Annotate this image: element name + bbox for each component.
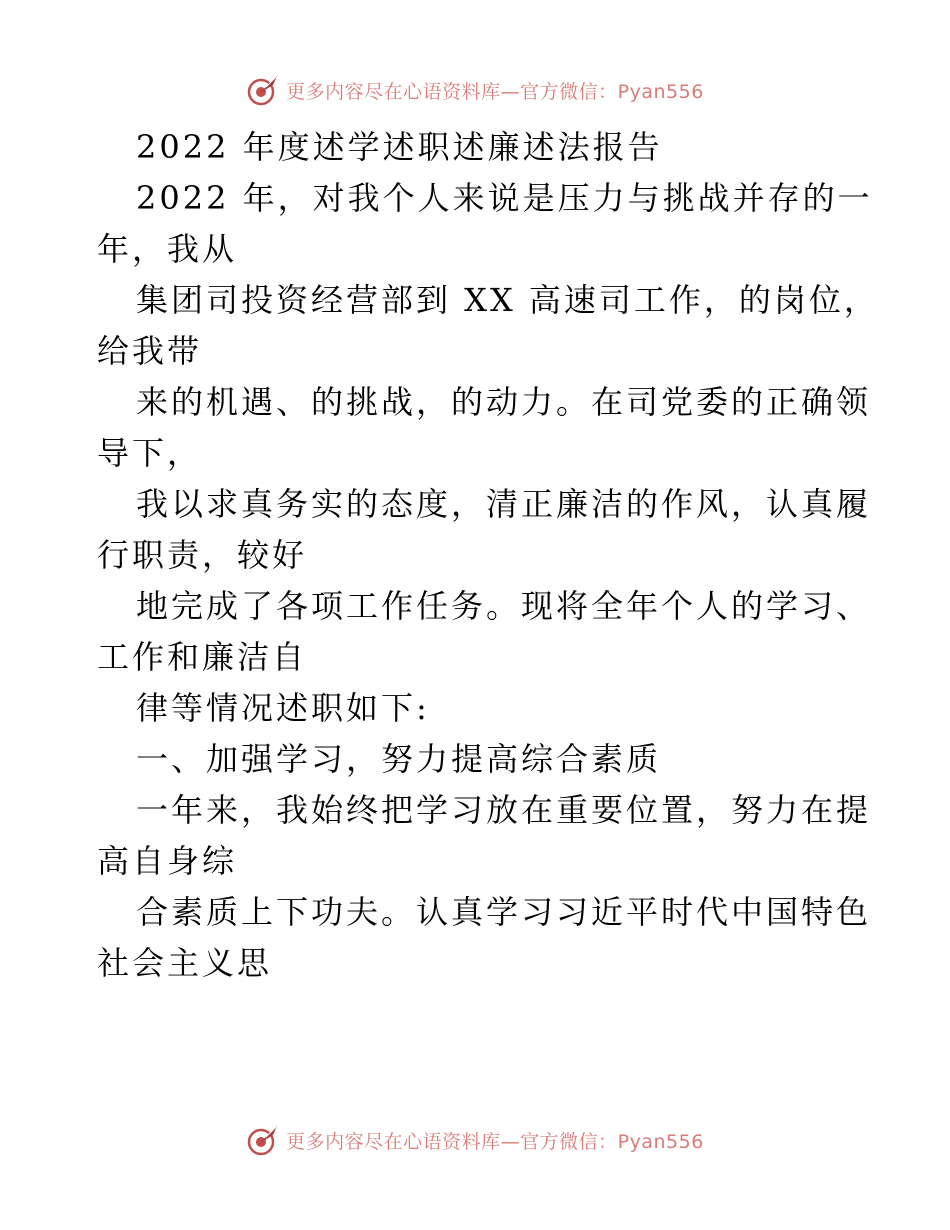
- watermark-text: 更多内容尽在心语资料库—官方微信：Pyan556: [286, 1130, 704, 1153]
- text-line: 地完成了各项工作任务。现将全年个人的学习、: [136, 587, 872, 625]
- text-line: 高自身综: [97, 842, 238, 880]
- footer-watermark: [0, 1120, 950, 1160]
- text-line: 导下，: [97, 434, 203, 472]
- text-line: 给我带: [97, 332, 203, 370]
- text-line: 2022 年，对我个人来说是压力与挑战并存的一: [136, 179, 873, 217]
- text-line: 我以求真务实的态度，清正廉洁的作风，认真履: [136, 485, 872, 523]
- text-line: 一、加强学习，努力提高综合素质: [136, 740, 662, 778]
- text-line: 社会主义思: [97, 944, 273, 982]
- text-line: 工作和廉洁自: [97, 638, 308, 676]
- text-line: 合素质上下功夫。认真学习习近平时代中国特色: [136, 893, 872, 931]
- text-line: 集团司投资经营部到 XX 高速司工作，的岗位，: [136, 281, 879, 319]
- text-line: 年，我从: [97, 230, 238, 268]
- quill-logo-icon: [246, 73, 280, 107]
- text-line: 律等情况述职如下:: [136, 689, 430, 727]
- text-line: 2022 年度述学述职述廉述法报告: [136, 128, 663, 166]
- text-line: 一年来，我始终把学习放在重要位置，努力在提: [136, 791, 872, 829]
- watermark-text: 更多内容尽在心语资料库—官方微信：Pyan556: [286, 80, 704, 103]
- header-watermark: [0, 70, 950, 110]
- document-body: [97, 122, 879, 989]
- text-line: 来的机遇、的挑战，的动力。在司党委的正确领: [136, 383, 872, 421]
- quill-logo-icon: [246, 1123, 280, 1157]
- text-line: 行职责，较好: [97, 536, 308, 574]
